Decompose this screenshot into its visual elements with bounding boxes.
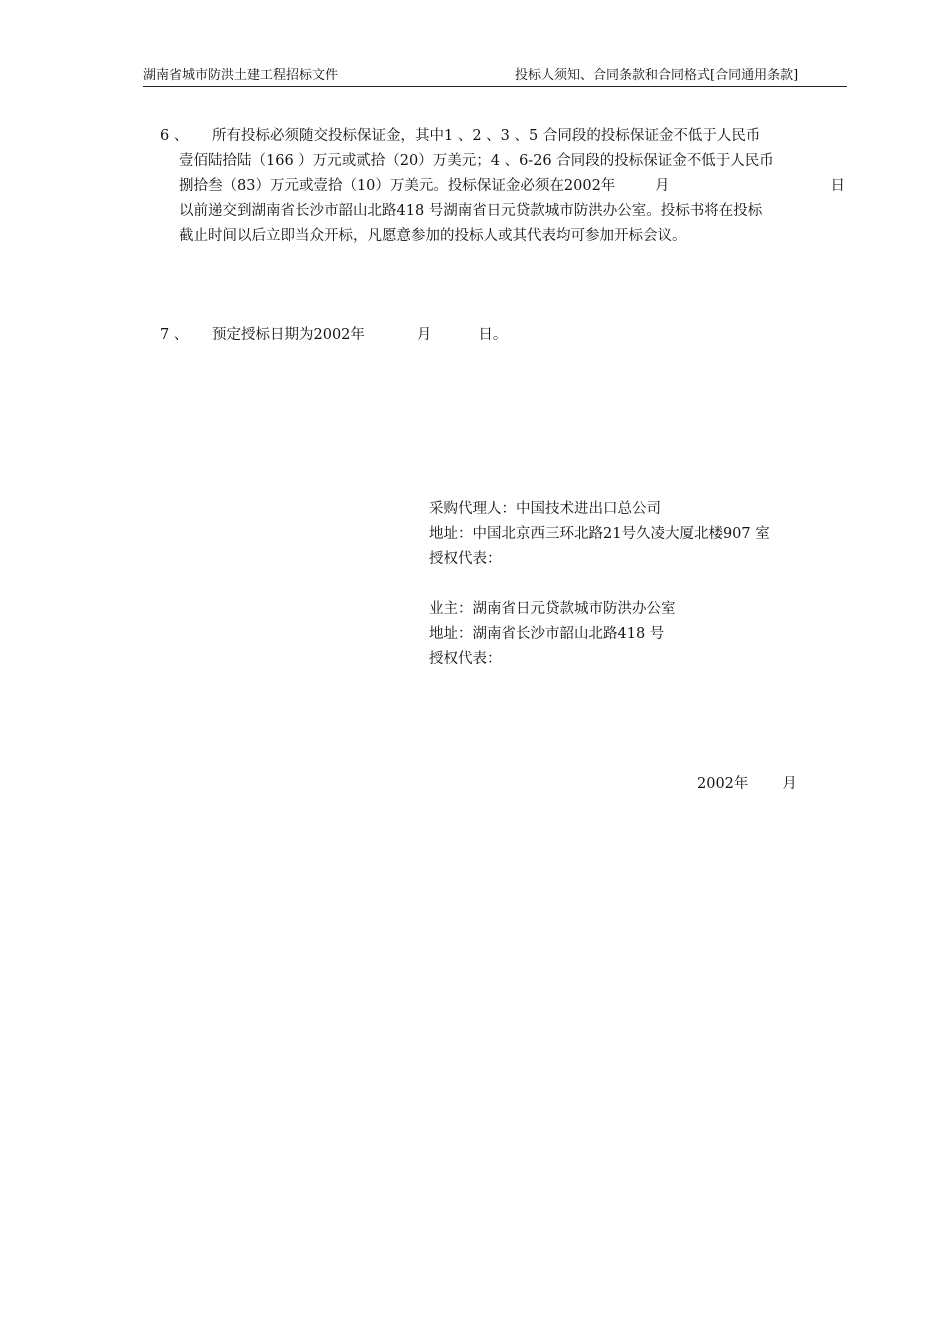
clause-7-text: 预定授标日期为2002年	[212, 327, 365, 343]
page-header	[143, 64, 847, 87]
owner-representative: 授权代表：	[429, 651, 502, 667]
agent-address: 地址：中国北京西三环北路21号久凌大厦北楼907 室	[429, 526, 770, 542]
agent-signature-block	[429, 497, 770, 572]
clause-6-date-blanks	[655, 174, 845, 199]
clause-6-number: 6 、	[160, 128, 189, 144]
clause-6-body	[179, 124, 847, 249]
clause-7-month: 月	[416, 327, 432, 343]
date-month: 月	[782, 776, 797, 792]
clause-6-line-3	[179, 174, 847, 199]
agent-name: 采购代理人：中国技术进出口总公司	[429, 501, 661, 517]
clause-6-line-4: 以前递交到湖南省长沙市韶山北路418 号湖南省日元贷款城市防洪办公室。投标书将在投标	[179, 203, 763, 219]
clause-6-month: 月	[655, 178, 670, 194]
agent-representative: 授权代表：	[429, 551, 502, 567]
signature-date	[697, 772, 797, 797]
clause-6-line-2: 壹佰陆拾陆（166 ）万元或贰拾（20）万美元；4 、6-26 合同段的投标保证金不低于人民币	[179, 153, 774, 169]
clause-7-body	[212, 323, 507, 348]
date-year: 2002年	[697, 776, 749, 792]
clause-6-line-3-text: 捌拾叁（83）万元或壹拾（10）万美元。投标保证金必须在2002年	[179, 178, 616, 194]
clause-7-day: 日。	[478, 327, 508, 343]
owner-address: 地址：湖南省长沙市韶山北路418 号	[429, 626, 665, 642]
clause-6-day: 日	[830, 178, 845, 194]
header-right-title: 投标人须知、合同条款和合同格式[合同通用条款]	[515, 68, 799, 83]
clause-6-line-5: 截止时间以后立即当众开标，凡愿意参加的投标人或其代表均可参加开标会议。	[179, 228, 687, 244]
owner-name: 业主：湖南省日元贷款城市防洪办公室	[429, 601, 676, 617]
header-left-title: 湖南省城市防洪土建工程招标文件	[143, 68, 339, 83]
owner-signature-block	[429, 597, 676, 672]
clause-7-number: 7 、	[160, 327, 189, 343]
clause-6-line-1: 所有投标必须随交投标保证金，其中1 、2 、3 、5 合同段的投标保证金不低于人民币	[212, 128, 761, 144]
